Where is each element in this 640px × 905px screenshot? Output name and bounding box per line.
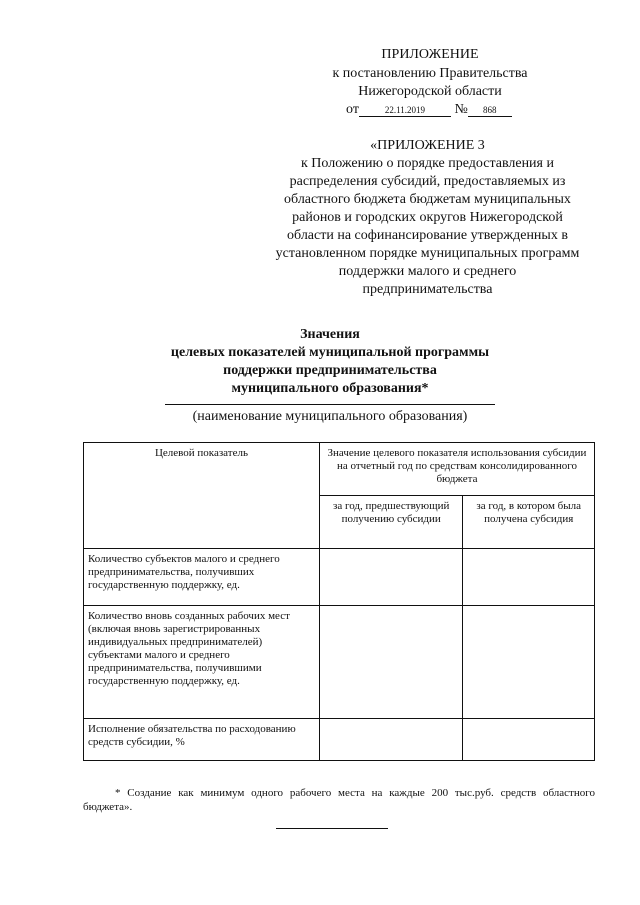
col-prev-year-header: за год, предшествующий получению субсидии bbox=[319, 496, 463, 549]
value-cell-subsidy-year[interactable] bbox=[463, 719, 595, 761]
value-cell-prev-year[interactable] bbox=[319, 606, 463, 719]
appendix3-line: областного бюджета бюджетам муниципальных bbox=[284, 192, 571, 207]
value-cell-prev-year[interactable] bbox=[319, 719, 463, 761]
col-subsidy-year-header: за год, в котором была получена субсидия bbox=[463, 496, 595, 549]
end-rule bbox=[276, 828, 388, 829]
municipality-name-caption: (наименование муниципального образования) bbox=[192, 409, 468, 424]
from-label: от bbox=[346, 102, 359, 117]
doc-title-line: муниципального образования* bbox=[231, 381, 429, 396]
header-line-2: к постановлению Правительства bbox=[332, 66, 528, 81]
col-indicator-header: Целевой показатель bbox=[84, 443, 320, 549]
date-value: 22.11.2019 bbox=[359, 104, 451, 117]
header-line-3: Нижегородской области bbox=[358, 84, 502, 99]
doc-title-line: целевых показателей муниципальной программы bbox=[170, 345, 490, 360]
table-row bbox=[84, 719, 595, 761]
appendix3-line: распределения субсидий, предоставляемых из bbox=[289, 174, 566, 189]
footnote: * Создание как минимум одного рабочего места на каждые 200 тыс.руб. средств областного бюджета». bbox=[83, 787, 595, 813]
doc-title-line: поддержки предпринимательства bbox=[223, 363, 437, 378]
appendix3-line: установленном порядке муниципальных программ bbox=[275, 246, 580, 261]
col-value-group-header: Значение целевого показателя использования субсидии на отчетный год по средствам консолидированного бюджета bbox=[319, 443, 594, 496]
table-row bbox=[84, 606, 595, 719]
header-date-line bbox=[346, 101, 526, 118]
appendix3-title: «ПРИЛОЖЕНИЕ 3 bbox=[370, 138, 485, 153]
appendix3-line: предпринимательства bbox=[362, 282, 493, 297]
number-value: 868 bbox=[468, 104, 512, 117]
table-row bbox=[84, 549, 595, 606]
indicator-label: Количество субъектов малого и среднего предпринимательства, получивших государственную поддержку, ед. bbox=[84, 549, 320, 606]
appendix3-line: поддержки малого и среднего bbox=[338, 264, 517, 279]
table-header-row bbox=[84, 443, 595, 496]
value-cell-subsidy-year[interactable] bbox=[463, 549, 595, 606]
municipality-name-line bbox=[165, 404, 495, 405]
value-cell-subsidy-year[interactable] bbox=[463, 606, 595, 719]
appendix3-line: районов и городских округов Нижегородской bbox=[292, 210, 563, 225]
doc-title-line: Значения bbox=[300, 327, 360, 342]
header-title: ПРИЛОЖЕНИЕ bbox=[381, 47, 479, 62]
indicator-label: Количество вновь созданных рабочих мест (включая вновь зарегистрированных индивидуальных предпринимателей) субъектами малого и среднего предпринимательства, получившими государственную поддержку, ед. bbox=[84, 606, 320, 719]
indicators-table bbox=[83, 442, 595, 761]
value-cell-prev-year[interactable] bbox=[319, 549, 463, 606]
appendix3-line: к Положению о порядке предоставления и bbox=[301, 156, 554, 171]
appendix3-line: области на софинансирование утвержденных в bbox=[287, 228, 568, 243]
number-label: № bbox=[454, 102, 468, 117]
indicator-label: Исполнение обязательства по расходованию средств субсидии, % bbox=[84, 719, 320, 761]
